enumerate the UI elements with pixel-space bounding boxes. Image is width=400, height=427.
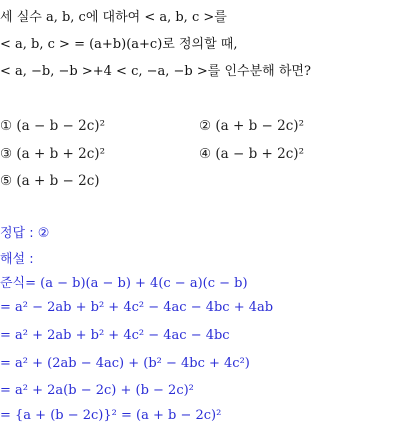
choice-1 (0, 118, 105, 134)
solution-step-2: = a² − 2ab + b² + 4c² − 4ac − 4bc + 4ab (0, 300, 274, 315)
choice-2 (199, 118, 304, 134)
choice-5 (0, 173, 100, 189)
choice-number: ① (0, 118, 13, 134)
solution-step-5: = a² + 2a(b − 2c) + (b − 2c)² (0, 383, 194, 398)
choice-expression: (a − b − 2c)² (16, 118, 105, 134)
choice-number: ② (199, 118, 212, 134)
question-line-2: < a, b, c > = (a+b)(a+c)로 정의할 때, (0, 37, 238, 52)
choice-number: ④ (199, 146, 212, 162)
choice-expression: (a − b + 2c)² (215, 146, 304, 162)
choice-4 (199, 146, 304, 162)
explanation-label: 해설 : (0, 252, 34, 267)
choice-expression: (a + b − 2c) (16, 173, 100, 189)
solution-step-3: = a² + 2ab + b² + 4c² − 4ac − 4bc (0, 328, 230, 343)
choice-expression: (a + b + 2c)² (16, 146, 105, 162)
solution-step-1 (0, 272, 248, 291)
solution-expression: = (a − b)(a − b) + 4(c − a)(c − b) (25, 276, 248, 291)
choice-3 (0, 146, 105, 162)
question-line-1: 세 실수 a, b, c에 대하여 < a, b, c >를 (0, 10, 227, 25)
solution-step-6: = {a + (b − 2c)}² = (a + b − 2c)² (0, 408, 222, 423)
solution-step-4: = a² + (2ab − 4ac) + (b² − 4bc + 4c²) (0, 356, 250, 371)
choice-number: ③ (0, 146, 13, 162)
choice-number: ⑤ (0, 173, 13, 189)
answer-label: 정답 : ② (0, 226, 50, 241)
choice-expression: (a + b − 2c)² (215, 118, 304, 134)
question-line-3: < a, −b, −b >+4 < c, −a, −b >를 인수분해 하면? (0, 64, 311, 79)
solution-prefix: 준식 (0, 276, 26, 291)
